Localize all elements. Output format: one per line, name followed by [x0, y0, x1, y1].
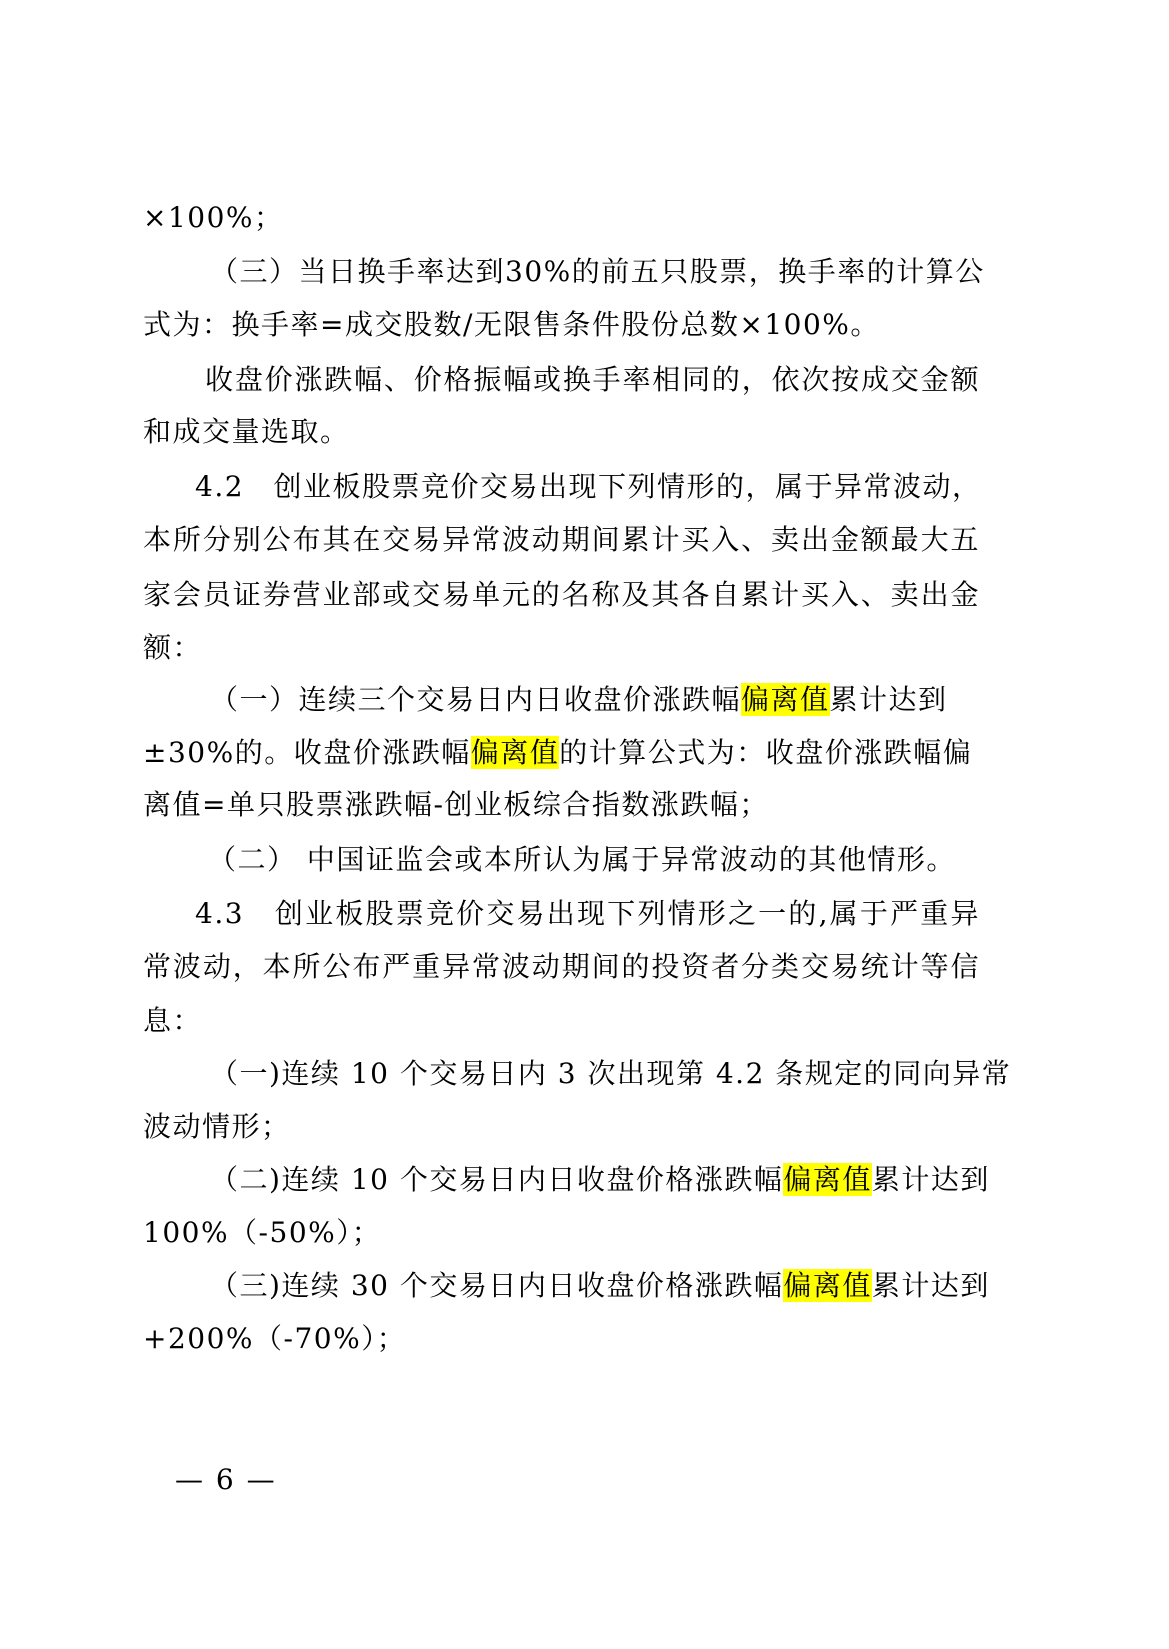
text-segment: （二)连续 10 个交易日内日收盘价格涨跌幅: [210, 1163, 784, 1196]
text-segment: （一）连续三个交易日内日收盘价涨跌幅: [210, 683, 742, 716]
text-line: （三）当日换手率达到30%的前五只股票，换手率的计算公: [210, 255, 985, 288]
text-line: 额：: [143, 631, 203, 664]
text-line: 常波动，本所公布严重异常波动期间的投资者分类交易统计等信: [143, 950, 980, 983]
text-segment: 累计达到: [871, 1269, 990, 1302]
text-line: 波动情形；: [143, 1110, 291, 1143]
text-line: 和成交量选取。: [143, 415, 350, 448]
text-line: 式为：换手率=成交股数/无限售条件股份总数×100%。: [143, 308, 880, 341]
text-line: [210, 1266, 990, 1306]
text-segment: 的计算公式为：收盘价涨跌幅偏: [559, 736, 973, 769]
text-line: +200%（-70%）；: [143, 1322, 407, 1355]
text-line: 4.3 创业板股票竞价交易出现下列情形之一的,属于严重异: [195, 897, 980, 930]
text-line: 本所分别公布其在交易异常波动期间累计买入、卖出金额最大五: [143, 523, 980, 556]
text-line: （一)连续 10 个交易日内 3 次出现第 4.2 条规定的同向异常: [210, 1057, 1012, 1090]
text-line: ×100%；: [143, 201, 284, 234]
text-line: [210, 1160, 990, 1200]
highlight-term: 偏离值: [783, 1163, 872, 1196]
text-segment: ±30%的。收盘价涨跌幅: [143, 736, 471, 769]
highlight-term: 偏离值: [783, 1269, 872, 1302]
text-line: 家会员证券营业部或交易单元的名称及其各自累计买入、卖出金: [143, 578, 980, 611]
highlight-term: 偏离值: [741, 683, 830, 716]
text-line: 收盘价涨跌幅、价格振幅或换手率相同的，依次按成交金额: [205, 363, 980, 396]
text-line: 息：: [143, 1004, 203, 1037]
text-segment: 累计达到: [829, 683, 948, 716]
text-line: （二） 中国证监会或本所认为属于异常波动的其他情形。: [208, 843, 956, 876]
text-segment: （三)连续 30 个交易日内日收盘价格涨跌幅: [210, 1269, 784, 1302]
text-line: 100%（-50%）；: [143, 1216, 382, 1249]
text-line: 离值=单只股票涨跌幅-创业板综合指数涨跌幅；: [143, 788, 769, 821]
text-line: [210, 680, 948, 720]
text-line: [143, 733, 973, 773]
text-line: 4.2 创业板股票竞价交易出现下列情形的，属于异常波动，: [195, 470, 982, 503]
highlight-term: 偏离值: [470, 736, 560, 769]
page-number: — 6 —: [175, 1463, 277, 1496]
text-segment: 累计达到: [871, 1163, 990, 1196]
